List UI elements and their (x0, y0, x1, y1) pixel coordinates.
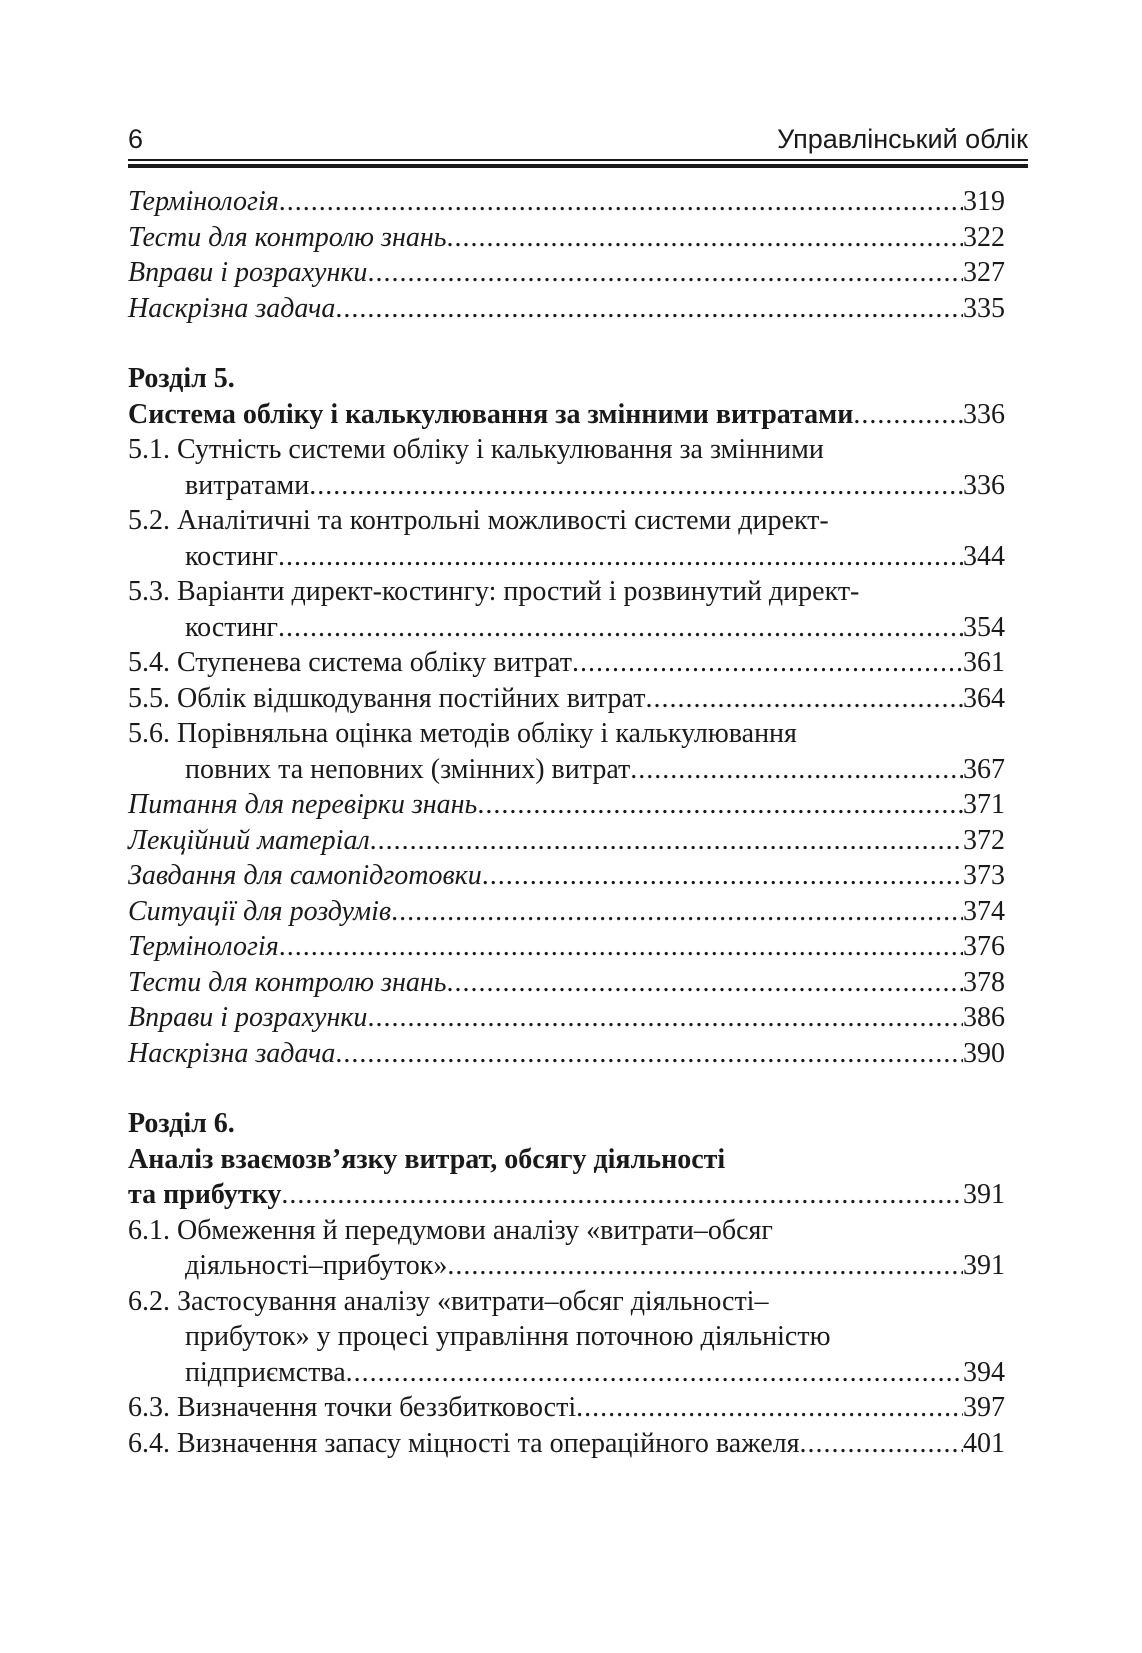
toc-entry-5-2[interactable]: 5.2. Аналітичні та контрольні можливості системи директ- (128, 505, 829, 536)
leader-dots (447, 1248, 963, 1284)
section-5-label: Розділ 5. (128, 363, 235, 394)
toc-entry-6-2[interactable]: 6.2. Застосування аналізу «витрати–обсяг діяльності– (128, 1285, 769, 1317)
page-ref: 361 (963, 647, 1005, 678)
leader-dots (281, 1177, 963, 1213)
page-ref: 386 (963, 1002, 1005, 1033)
toc-entry-5-6[interactable]: 5.6. Порівняльна оцінка методів обліку і калькулювання (128, 718, 797, 749)
page-number: 6 (128, 124, 144, 154)
page-ref: 364 (963, 682, 1005, 714)
toc-entry-self-study[interactable]: Завдання для самопідготовки ..... 373 (128, 858, 1005, 894)
page-ref: 391 (963, 1250, 1005, 1281)
toc-entry-tests[interactable]: Тести для контролю знань ..... 378 (128, 965, 1005, 1001)
toc-entry-6-2-cont2[interactable]: підприємства ..... 394 (128, 1355, 1005, 1391)
running-header (128, 118, 1028, 162)
toc-entry-6-2-cont[interactable]: прибуток» у процесі управління поточною діяльністю (185, 1321, 831, 1352)
header-rule-thick (128, 164, 1028, 168)
toc-entry-terminology[interactable]: Термінологія ..... 319 (128, 184, 1005, 220)
page-ref: 336 (963, 469, 1005, 501)
toc-entry-terminology[interactable]: Термінологія ..... 376 (128, 929, 1005, 965)
page-ref: 374 (963, 895, 1005, 927)
leader-dots (335, 1036, 963, 1072)
leader-dots (576, 1390, 963, 1426)
leader-dots (630, 752, 963, 788)
leader-dots (279, 184, 963, 220)
page-ref: 367 (963, 753, 1005, 785)
page-ref: 373 (963, 860, 1005, 891)
leader-dots (645, 681, 963, 717)
toc-entry-review-questions[interactable]: Питання для перевірки знань ..... 371 (128, 787, 1005, 823)
toc-entry-through-task[interactable]: Наскрізна задача ..... 390 (128, 1036, 1005, 1072)
page-ref: 376 (963, 931, 1005, 962)
page-ref: 335 (963, 292, 1005, 324)
leader-dots (335, 291, 963, 327)
page-ref: 327 (963, 257, 1005, 288)
page-ref: 371 (963, 789, 1005, 820)
toc-entry-5-6-cont[interactable]: повних та неповних (змінних) витрат ..... 367 (128, 752, 1005, 788)
leader-dots (447, 965, 964, 1001)
toc-entry-6-4[interactable]: 6.4. Визначення запасу міцності та операційного важеля ..... 401 (128, 1426, 1005, 1462)
toc-entry-5-4[interactable]: 5.4. Ступенева система обліку витрат ..... 361 (128, 645, 1005, 681)
toc-entry-tests[interactable]: Тести для контролю знань ..... 322 (128, 220, 1005, 256)
leader-dots (482, 858, 963, 894)
leader-dots (367, 1000, 963, 1036)
leader-dots (309, 468, 963, 504)
toc-entry-5-3-cont[interactable]: костинг ..... 354 (128, 610, 1005, 646)
page-ref: 336 (963, 398, 1005, 430)
toc-entry-5-1-cont[interactable]: витратами ..... 336 (128, 468, 1005, 504)
header-rule-thin (128, 159, 1028, 161)
leader-dots (278, 539, 963, 575)
toc-entry-through-task[interactable]: Наскрізна задача ..... 335 (128, 291, 1005, 327)
leader-dots (391, 894, 963, 930)
leader-dots (477, 787, 963, 823)
page-ref: 354 (963, 611, 1005, 643)
leader-dots (279, 929, 963, 965)
toc-entry-5-2-cont[interactable]: костинг ..... 344 (128, 539, 1005, 575)
page-ref: 319 (963, 186, 1005, 217)
page-ref: 391 (963, 1179, 1005, 1210)
leader-dots (799, 1426, 963, 1462)
section-5-title[interactable]: Система обліку і калькулювання за змінними витратами ..... 336 (128, 397, 1005, 433)
leader-dots (367, 255, 963, 291)
toc-entry-6-1[interactable]: 6.1. Обмеження й передумови аналізу «витрати–обсяг (128, 1214, 773, 1246)
page-ref: 322 (963, 221, 1005, 253)
toc-entry-situations[interactable]: Ситуації для роздумів ..... 374 (128, 894, 1005, 930)
page-ref: 378 (963, 966, 1005, 998)
page-ref: 372 (963, 824, 1005, 856)
page-ref: 390 (963, 1037, 1005, 1069)
section-6-title-cont[interactable]: та прибутку ..... 391 (128, 1177, 1005, 1213)
running-title: Управлінський облік (777, 124, 1028, 154)
leader-dots (346, 1355, 963, 1391)
table-of-contents (128, 184, 1005, 1461)
page-ref: 401 (963, 1427, 1005, 1459)
toc-entry-6-1-cont[interactable]: діяльності–прибуток» ..... 391 (128, 1248, 1005, 1284)
page-ref: 397 (963, 1392, 1005, 1423)
leader-dots (447, 220, 964, 256)
leader-dots (853, 397, 963, 433)
toc-entry-5-1[interactable]: 5.1. Сутність системи обліку і калькулювання за змінними (128, 434, 824, 465)
leader-dots (370, 823, 963, 859)
leader-dots (572, 645, 963, 681)
toc-entry-5-3[interactable]: 5.3. Варіанти директ-костингу: простий і розвинутий директ- (128, 576, 860, 607)
leader-dots (278, 610, 963, 646)
page-ref: 394 (963, 1356, 1005, 1388)
toc-entry-5-5[interactable]: 5.5. Облік відшкодування постійних витрат ..... 364 (128, 681, 1005, 717)
page-ref: 344 (963, 540, 1005, 572)
toc-entry-exercises[interactable]: Вправи і розрахунки ..... 386 (128, 1000, 1005, 1036)
section-6-label: Розділ 6. (128, 1108, 235, 1139)
toc-entry-6-3[interactable]: 6.3. Визначення точки беззбитковості ..... 397 (128, 1390, 1005, 1426)
section-6-title[interactable]: Аналіз взаємозв’язку витрат, обсягу діяльності (128, 1143, 726, 1175)
toc-entry-lecture-material[interactable]: Лекційний матеріал ..... 372 (128, 823, 1005, 859)
toc-entry-exercises[interactable]: Вправи і розрахунки ..... 327 (128, 255, 1005, 291)
